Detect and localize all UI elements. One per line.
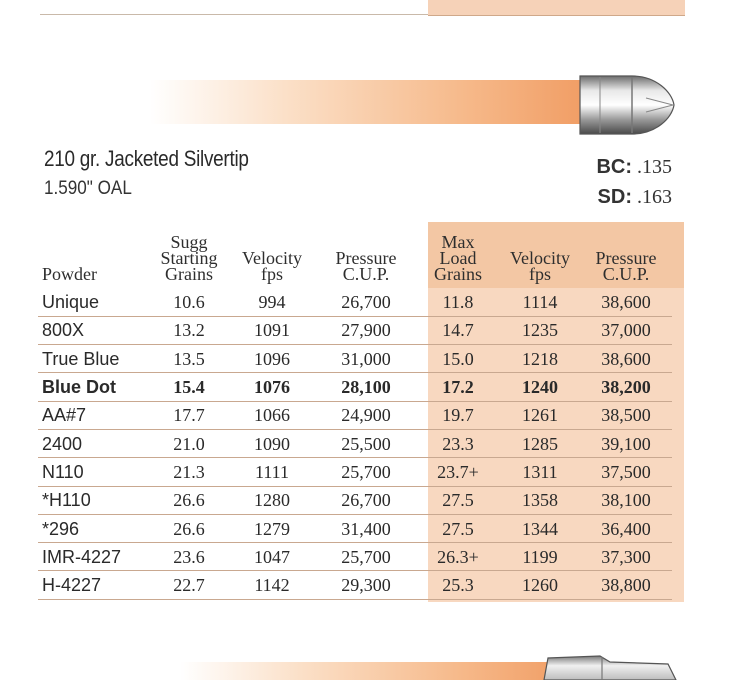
cell-start-grains: 26.6 (150, 486, 228, 514)
cell-max-pressure: 36,400 (580, 514, 672, 542)
cell-start-grains: 15.4 (150, 373, 228, 401)
cell-max-velocity: 1358 (500, 486, 580, 514)
cell-max-grains: 11.8 (416, 288, 500, 316)
cell-start-pressure: 31,400 (316, 514, 416, 542)
cell-start-pressure: 25,700 (316, 458, 416, 486)
cell-start-velocity: 1090 (228, 429, 316, 457)
bc-value: .135 (637, 156, 672, 178)
table-row (38, 429, 672, 457)
cell-start-velocity: 1066 (228, 401, 316, 429)
section-bar (150, 80, 600, 124)
cell-start-grains: 17.7 (150, 401, 228, 429)
table-row (38, 316, 672, 344)
cell-max-pressure: 38,200 (580, 373, 672, 401)
header-max-velocity: Velocity fps (510, 248, 570, 284)
cell-max-pressure: 38,800 (580, 571, 672, 599)
cell-start-grains: 22.7 (150, 571, 228, 599)
cell-start-grains: 26.6 (150, 514, 228, 542)
header-start-velocity: Velocity fps (242, 248, 302, 284)
cell-max-grains: 27.5 (416, 514, 500, 542)
next-section-bar (180, 662, 580, 680)
cell-start-pressure: 25,500 (316, 429, 416, 457)
table-row (38, 543, 672, 571)
cell-max-grains: 19.7 (416, 401, 500, 429)
cell-powder: AA#7 (38, 401, 150, 429)
cell-start-velocity: 1091 (228, 316, 316, 344)
table-row (38, 571, 672, 599)
cell-max-velocity: 1240 (500, 373, 580, 401)
cell-start-grains: 21.0 (150, 429, 228, 457)
cell-start-pressure: 24,900 (316, 401, 416, 429)
cell-start-velocity: 1047 (228, 543, 316, 571)
cell-start-pressure: 26,700 (316, 288, 416, 316)
header-powder: Powder (42, 264, 97, 284)
cell-start-velocity: 1111 (228, 458, 316, 486)
sectional-density (598, 186, 672, 209)
table-header-row (38, 222, 672, 288)
table-row (38, 486, 672, 514)
cell-powder: N110 (38, 458, 150, 486)
cell-max-grains: 25.3 (416, 571, 500, 599)
table-row (38, 345, 672, 373)
cell-start-pressure: 29,300 (316, 571, 416, 599)
table-row (38, 458, 672, 486)
table-row (38, 514, 672, 542)
overall-length: 1.590" OAL (44, 178, 132, 199)
table-row (38, 288, 672, 316)
cell-max-pressure: 39,100 (580, 429, 672, 457)
cell-max-grains: 23.3 (416, 429, 500, 457)
cartridge-title: 210 gr. Jacketed Silvertip (44, 146, 249, 171)
bullet-icon (540, 652, 680, 680)
cell-powder: 2400 (38, 429, 150, 457)
cell-max-velocity: 1311 (500, 458, 580, 486)
table-row (38, 373, 672, 401)
cell-max-pressure: 37,500 (580, 458, 672, 486)
cell-max-pressure: 37,000 (580, 316, 672, 344)
cell-powder: *H110 (38, 486, 150, 514)
cell-powder: True Blue (38, 345, 150, 373)
cell-max-pressure: 38,600 (580, 288, 672, 316)
cell-max-velocity: 1260 (500, 571, 580, 599)
cell-max-velocity: 1285 (500, 429, 580, 457)
cell-max-velocity: 1218 (500, 345, 580, 373)
cell-start-velocity: 1280 (228, 486, 316, 514)
cell-start-grains: 21.3 (150, 458, 228, 486)
fragment-rule (40, 14, 430, 15)
bc-label: BC: (596, 156, 632, 178)
cell-powder: *296 (38, 514, 150, 542)
cell-powder: H-4227 (38, 571, 150, 599)
cell-start-grains: 13.5 (150, 345, 228, 373)
cell-max-grains: 17.2 (416, 373, 500, 401)
cell-start-velocity: 1076 (228, 373, 316, 401)
cell-powder: IMR-4227 (38, 543, 150, 571)
cell-max-pressure: 38,500 (580, 401, 672, 429)
cell-start-grains: 23.6 (150, 543, 228, 571)
cell-start-velocity: 1279 (228, 514, 316, 542)
cell-start-grains: 13.2 (150, 316, 228, 344)
cell-start-pressure: 28,100 (316, 373, 416, 401)
table-row (38, 401, 672, 429)
cell-start-velocity: 994 (228, 288, 316, 316)
cell-max-grains: 26.3+ (416, 543, 500, 571)
cell-max-velocity: 1114 (500, 288, 580, 316)
cell-max-grains: 15.0 (416, 345, 500, 373)
bullet-silvertip-icon (576, 68, 676, 142)
cell-max-pressure: 38,600 (580, 345, 672, 373)
table-body (38, 288, 672, 599)
cell-start-velocity: 1096 (228, 345, 316, 373)
cell-start-pressure: 25,700 (316, 543, 416, 571)
cell-start-pressure: 31,000 (316, 345, 416, 373)
cell-max-pressure: 37,300 (580, 543, 672, 571)
cell-max-pressure: 38,100 (580, 486, 672, 514)
load-data-table (38, 222, 672, 600)
header-max-pressure: Pressure C.U.P. (595, 248, 657, 284)
cell-start-pressure: 26,700 (316, 486, 416, 514)
header-start-grains: Sugg Starting Grains (160, 232, 218, 284)
cell-max-grains: 14.7 (416, 316, 500, 344)
cell-start-pressure: 27,900 (316, 316, 416, 344)
cell-max-velocity: 1261 (500, 401, 580, 429)
previous-table-fragment (0, 0, 747, 18)
cell-max-velocity: 1344 (500, 514, 580, 542)
cell-start-velocity: 1142 (228, 571, 316, 599)
sd-value: .163 (637, 186, 672, 208)
header-max-grains: Max Load Grains (434, 232, 482, 284)
cell-max-grains: 23.7+ (416, 458, 500, 486)
header-start-pressure: Pressure C.U.P. (335, 248, 397, 284)
fragment-shade (428, 0, 685, 16)
cell-powder: Blue Dot (38, 373, 150, 401)
cell-powder: 800X (38, 316, 150, 344)
ballistic-coefficient (596, 156, 672, 179)
cell-powder: Unique (38, 288, 150, 316)
cell-max-velocity: 1235 (500, 316, 580, 344)
cell-start-grains: 10.6 (150, 288, 228, 316)
cell-max-grains: 27.5 (416, 486, 500, 514)
sd-label: SD: (597, 186, 632, 208)
cell-max-velocity: 1199 (500, 543, 580, 571)
